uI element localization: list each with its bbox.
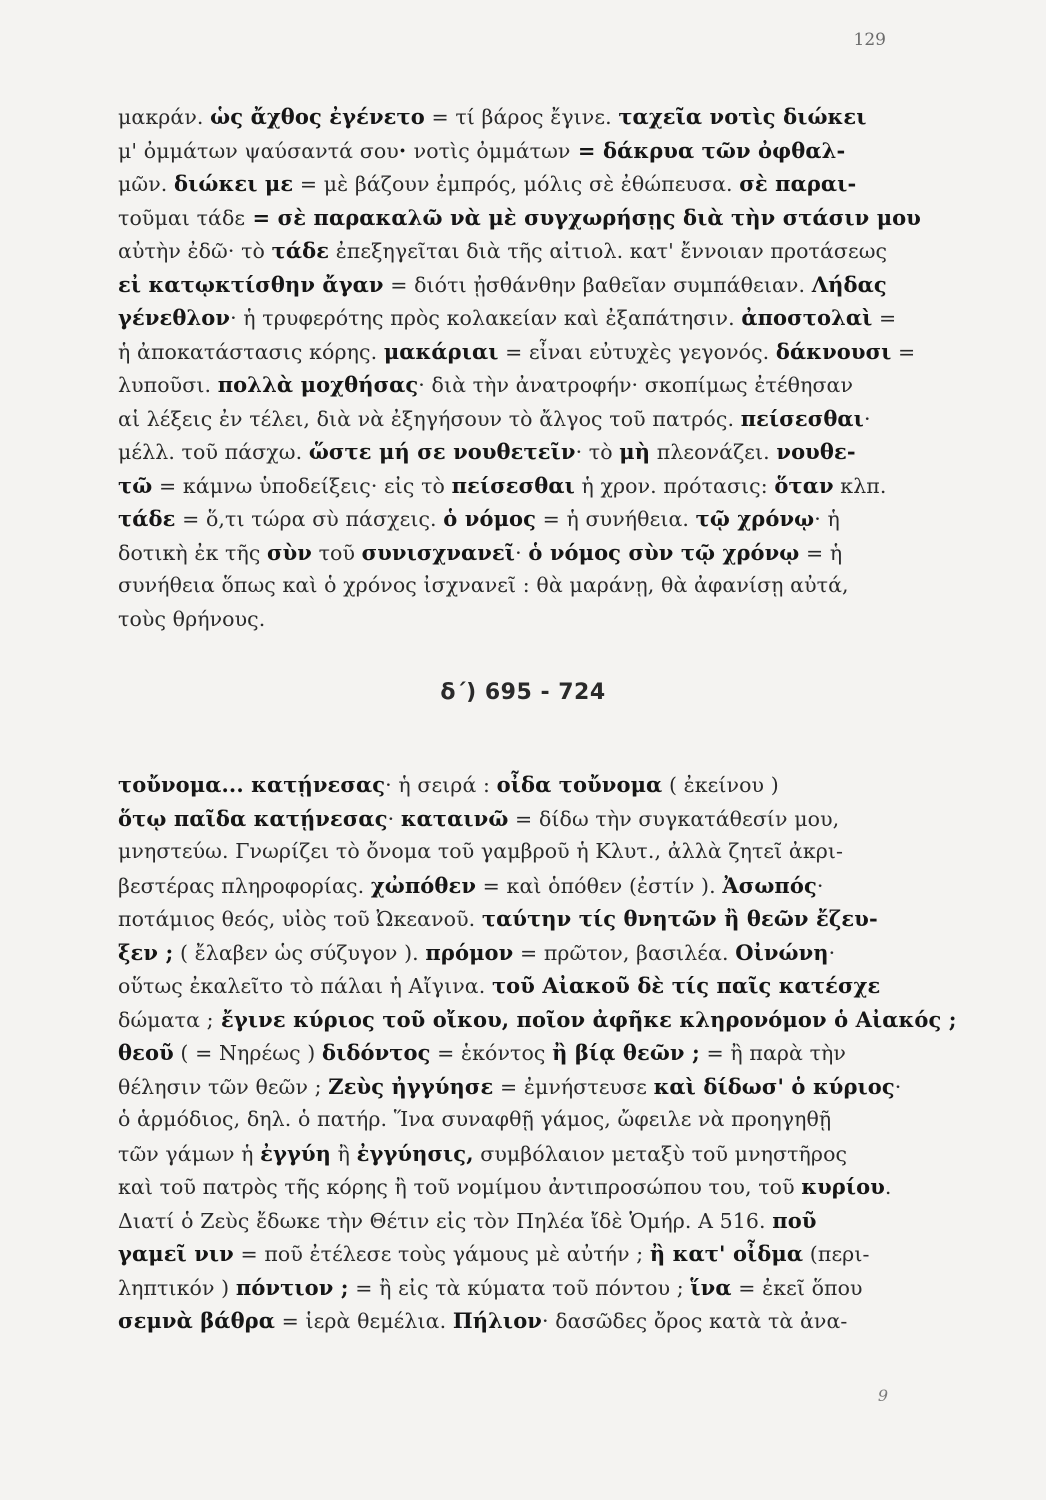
lemma-term: τῷ χρόνῳ	[695, 506, 815, 531]
lemma-term: καταινῶ	[400, 805, 509, 831]
gloss-text: βεστέρας πληροφορίας.	[118, 873, 371, 898]
gloss-text: = μὲ βάζουν ἐμπρός, μόλις σὲ ἐθώπευσα.	[293, 172, 740, 196]
lemma-term: = δάκρυα τῶν ὀφθαλ-	[570, 137, 846, 163]
lemma-term: πείσεσθαι	[451, 472, 575, 498]
lemma-term: ὁ νόμος σὺν τῷ χρόνῳ	[528, 539, 800, 565]
lemma-term: Πήλιον	[452, 1308, 542, 1333]
text-line	[118, 268, 908, 302]
lemma-term: πείσεσθαι	[740, 405, 864, 431]
gloss-text: ποτάμιος θεός, υἱὸς τοῦ Ὠκεανοῦ.	[118, 907, 482, 931]
lemma-term: καὶ δίδωσ' ὁ κύριος	[653, 1073, 895, 1099]
gloss-text: ·	[816, 873, 824, 898]
lemma-term: ὅταν	[774, 472, 834, 498]
lemma-term: Ζεὺς ἠγγύησε	[328, 1073, 494, 1099]
lemma-term: ἔγινε κύριος τοῦ οἴκου, ποῖον ἀφῆκε κληρονόμον ὁ Αἰακός ;	[213, 1006, 957, 1032]
gloss-text: = διότι ᾐσθάνθην βαθεῖαν συμπάθειαν.	[383, 272, 812, 297]
text-line	[118, 435, 908, 469]
text-line	[118, 502, 908, 536]
lemma-term: τάδε	[118, 506, 176, 531]
gloss-text: (περι-	[803, 1242, 870, 1266]
lemma-term: ἀποστολαὶ	[741, 305, 873, 330]
gloss-text: ( ἔλαβεν ὡς σύζυγον ).	[173, 940, 426, 965]
lemma-term: ταύτην τίς θνητῶν ἢ θεῶν ἔζευ-	[481, 906, 878, 931]
gloss-text: οὕτως ἐκαλεῖτο τὸ πάλαι ἡ Αἴγινα.	[118, 974, 492, 998]
gloss-text: =	[872, 306, 897, 330]
gloss-text: = ὅ,τι τώρα σὺ πάσχεις.	[175, 507, 444, 531]
gloss-text: = ἡ	[799, 540, 843, 565]
lemma-term: Λήδας	[811, 271, 887, 297]
lemma-term: ταχεῖα νοτὶς διώκει	[618, 104, 867, 129]
text-line	[118, 1137, 908, 1171]
lemma-term: = σὲ παρακαλῶ νὰ μὲ συγχωρήσῃς διὰ τὴν στάσιν μου	[245, 204, 921, 230]
text-line	[118, 1304, 908, 1338]
gloss-text: ( = Νηρέως )	[173, 1041, 323, 1065]
text-line	[118, 1204, 908, 1238]
lemma-term: τοῦ Αἰακοῦ δὲ τίς παῖς κατέσχε	[491, 973, 881, 998]
lemma-term: διώκει με	[174, 171, 294, 196]
lemma-term: δάκνουσι	[775, 338, 892, 364]
lemma-term: ὡς ἄχθος ἐγένετο	[210, 104, 425, 129]
gloss-text: τοῦ	[311, 540, 362, 565]
text-line	[118, 167, 908, 201]
lemma-term: χὠπόθεν	[370, 872, 477, 898]
gloss-text: = κάμνω ὑποδείξεις· εἰς τὸ	[152, 473, 452, 498]
text-line	[118, 768, 908, 802]
gloss-text: · ἡ τρυφερότης πρὸς κολακείαν καὶ ἐξαπάτησιν.	[230, 306, 742, 330]
gloss-text: κλπ.	[833, 473, 887, 498]
gloss-text: νοτὶς ὀμμάτων	[413, 138, 571, 163]
gloss-text: δώματα ;	[118, 1007, 214, 1032]
gloss-text: = δίδω τὴν συγκατάθεσίν μου,	[508, 806, 840, 831]
lemma-term: ἵνα	[690, 1274, 732, 1300]
gloss-text: Διατί ὁ Ζεὺς ἔδωκε τὴν Θέτιν εἰς τὸν Πηλέα ἴδὲ Ὁμήρ. Α 516.	[118, 1208, 773, 1233]
lemma-term: μὴ	[619, 439, 651, 464]
gloss-text: = καὶ ὁπόθεν (ἐστίν ).	[476, 873, 723, 898]
gloss-text: ·	[894, 1074, 902, 1099]
text-line	[118, 368, 908, 402]
text-line	[118, 1036, 908, 1070]
gloss-text: μνηστεύω. Γνωρίζει τὸ ὄνομα τοῦ γαμβροῦ ἡ Κλυτ., ἀλλὰ ζητεῖ ἀκρι-	[118, 839, 844, 863]
lemma-term: συνισχνανεῖ	[361, 539, 516, 565]
lemma-term: σεμνὰ βάθρα	[118, 1308, 276, 1333]
text-line	[118, 869, 908, 903]
gloss-text: · ἡ σειρά :	[385, 773, 497, 797]
lemma-term: ἢ κατ' οἶδμα	[649, 1241, 804, 1266]
gloss-text: ·	[828, 940, 836, 965]
text-line	[118, 301, 908, 335]
text-line	[118, 603, 908, 637]
gloss-text: δοτικὴ ἐκ τῆς	[118, 540, 268, 565]
gloss-text: αὐτὴν ἐδῶ· τὸ	[118, 239, 272, 263]
gloss-text: · τὸ	[575, 440, 620, 464]
lemma-term: ἢ βίᾳ θεῶν ;	[552, 1040, 700, 1065]
gloss-text: =	[891, 339, 916, 364]
gloss-text: ἡ ἀποκατάστασις κόρης.	[118, 339, 384, 364]
lemma-term: σὺν	[267, 539, 312, 565]
text-line	[118, 1170, 908, 1204]
lemma-term: τάδε	[271, 238, 330, 263]
gloss-text: · διὰ τὴν ἀνατροφήν· σκοπίμως ἐτέθησαν	[418, 373, 854, 397]
gloss-text: = πρῶτον, βασιλέα.	[513, 940, 736, 965]
gloss-text: ληπτικόν )	[118, 1275, 236, 1300]
lemma-term: ξεν ;	[118, 939, 174, 965]
text-line	[118, 902, 908, 936]
text-line	[118, 802, 908, 836]
lemma-term: τῶ	[118, 472, 153, 498]
gloss-text: = ἐκεῖ ὅπου	[731, 1275, 863, 1300]
gloss-text: συμβόλαιον μεταξὺ τοῦ μνηστῆρος	[473, 1141, 848, 1166]
gloss-text: = ποῦ ἐτέλεσε τοὺς γάμους μὲ αὐτήν ;	[233, 1242, 650, 1266]
text-line	[118, 1103, 908, 1137]
lemma-term: μακάριαι	[383, 338, 499, 364]
commentary-paragraph-2	[118, 768, 957, 1338]
lemma-term: γαμεῖ νιν	[118, 1241, 234, 1266]
lemma-term: πόντιον ;	[235, 1274, 349, 1300]
section-heading: δ΄) 695 - 724	[440, 680, 606, 705]
text-line	[118, 402, 908, 436]
lemma-term: διδόντος	[322, 1040, 431, 1065]
lemma-term: πρόμον	[425, 939, 514, 965]
gloss-text: μῶν.	[118, 172, 175, 196]
gloss-text: ἡ χρον. πρότασις:	[574, 473, 775, 498]
lemma-term: ποῦ	[772, 1207, 817, 1233]
gloss-text: = ἡ συνήθεια.	[536, 507, 696, 531]
gloss-text: τῶν γάμων ἡ	[118, 1141, 261, 1166]
text-line	[118, 134, 908, 168]
gloss-text: .	[884, 1175, 892, 1199]
gloss-text: μ' ὀμμάτων ψαύσαντά σου	[118, 138, 399, 163]
text-line	[118, 469, 908, 503]
gloss-text: ἢ	[331, 1141, 357, 1166]
lemma-term: σὲ παραι-	[739, 171, 857, 196]
printer-signature-mark: 9	[877, 1386, 888, 1405]
lemma-term: Οἰνώνη	[735, 939, 829, 965]
gloss-text: = ἱερὰ θεμέλια.	[275, 1309, 453, 1333]
gloss-text: μακράν.	[118, 105, 211, 129]
gloss-text: = τί βάρος ἔγινε.	[424, 105, 619, 129]
text-line	[118, 569, 908, 603]
gloss-text: ·	[515, 540, 529, 565]
lemma-term: νουθε-	[776, 439, 856, 464]
lemma-term: τοὔνομα... κατῄνεσας	[118, 772, 386, 797]
gloss-text: = ἐμνήστευσε	[493, 1074, 654, 1099]
lemma-term: ·	[398, 137, 414, 163]
gloss-text: = ἢ παρὰ τὴν	[699, 1041, 846, 1065]
lemma-term: πολλὰ μοχθήσας	[217, 372, 419, 397]
text-line	[118, 536, 908, 570]
gloss-text: μέλλ. τοῦ πάσχω.	[118, 440, 309, 464]
gloss-text: · ἡ	[814, 507, 840, 531]
lemma-term: οἶδα τοὔνομα	[496, 772, 663, 797]
lemma-term: ἐγγύη	[260, 1140, 331, 1166]
gloss-text: καὶ τοῦ πατρὸς τῆς κόρης ἢ τοῦ νομίμου ἀντιπροσώπου του, τοῦ	[118, 1175, 802, 1199]
lemma-term: ὥστε μή σε νουθετεῖν	[308, 439, 576, 464]
gloss-text: θέλησιν τῶν θεῶν ;	[118, 1074, 329, 1099]
lemma-term: γένεθλον	[118, 305, 231, 330]
gloss-text: ἐπεξηγεῖται διὰ τῆς αἰτιολ. κατ' ἔννοιαν προτάσεως	[329, 239, 888, 263]
text-line	[118, 936, 908, 970]
text-line	[118, 201, 921, 235]
gloss-text: αἱ λέξεις ἐν τέλει, διὰ νὰ ἐξηγήσουν τὸ ἄλγος τοῦ πατρός.	[118, 406, 741, 431]
text-line	[118, 1271, 908, 1305]
gloss-text: πλεονάζει.	[650, 440, 777, 464]
text-line	[118, 969, 908, 1003]
lemma-term: ὅτῳ παῖδα κατῄνεσας	[118, 805, 388, 831]
gloss-text: · δασῶδες ὄρος κατὰ τὰ ἀνα-	[541, 1309, 848, 1333]
page-number: 129	[853, 30, 886, 50]
text-line	[118, 234, 908, 268]
text-line	[118, 100, 908, 134]
gloss-text: τοῦμαι τάδε	[118, 205, 246, 230]
text-line	[118, 835, 908, 869]
gloss-text: συνήθεια ὅπως καὶ ὁ χρόνος ἰσχνανεῖ : θὰ μαράνῃ, θὰ ἀφανίσῃ αὐτά,	[118, 573, 849, 597]
lemma-term: θεοῦ	[118, 1040, 174, 1065]
lemma-term: ἐγγύησις,	[356, 1140, 474, 1166]
gloss-text: ὁ ἁρμόδιος, δηλ. ὁ πατήρ. Ἵνα συναφθῇ γάμος, ὤφειλε νὰ προηγηθῇ	[118, 1107, 832, 1131]
text-line	[118, 1003, 957, 1037]
gloss-text: ·	[387, 806, 401, 831]
commentary-paragraph-1	[118, 100, 921, 636]
gloss-text: ( ἐκείνου )	[662, 773, 779, 797]
lemma-term: Ἀσωπός	[722, 872, 817, 898]
gloss-text: τοὺς θρήνους.	[118, 606, 266, 631]
gloss-text: λυποῦσι.	[118, 373, 218, 397]
gloss-text: = εἶναι εὐτυχὲς γεγονός.	[498, 339, 776, 364]
gloss-text: = ἢ εἰς τὰ κύματα τοῦ πόντου ;	[348, 1275, 691, 1300]
text-line	[118, 1070, 908, 1104]
lemma-term: εἰ κατῳκτίσθην ἄγαν	[118, 271, 384, 297]
text-line	[118, 1237, 908, 1271]
lemma-term: ὁ νόμος	[443, 506, 537, 531]
text-line	[118, 335, 916, 369]
gloss-text: = ἑκόντος	[430, 1041, 553, 1065]
gloss-text: ·	[863, 406, 871, 431]
lemma-term: κυρίου	[801, 1174, 885, 1199]
